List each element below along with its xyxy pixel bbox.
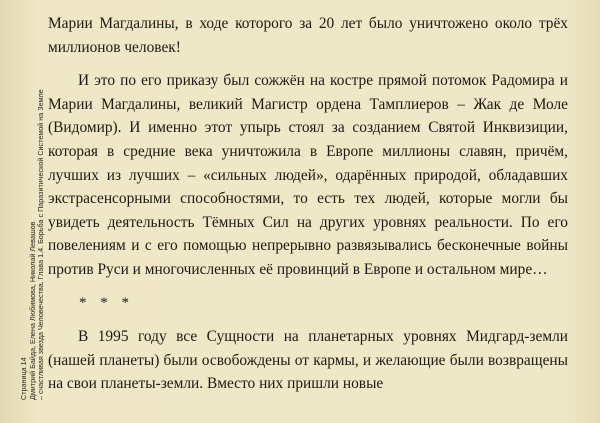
chapter-title: – счастливая звезда Человечества. Глава 1.4. Борьба с Паразитической Системой на Земле — [36, 89, 46, 400]
paragraph-gap — [48, 315, 568, 325]
sidebar-running-header — [20, 89, 46, 400]
page-number: Страница 14 — [19, 357, 28, 400]
page-sidebar — [0, 0, 46, 423]
section-separator: * * * — [79, 294, 134, 311]
paragraph-2: И это по его приказу был сожжён на костре прямой потомок Радомира и Марии Магдалины, великий Магистр ордена Тамплиеров – Жак де Моле (Видомир). И именно этот упырь стоял за созданием Святой Инквизиции, которая в средние века уничтожила в Европе миллионы славян, причём, лучших из лучших – «сильных людей», одарённых природой, обладавших экстрасенсорными способностями, то есть тех людей, которые могли бы увидеть деятельность Тёмных Сил на других уровнях реальности. По его повелениям и с его помощью непрерывно развязывались бесконечные войны против Руси и многочисленных её провинций в Европе и остальном мире… — [48, 72, 568, 278]
paragraph-gap — [48, 59, 568, 69]
page-body — [48, 12, 568, 396]
authors-line: Дмитрий Байда, Елена Любимова, Николай Левашов — [27, 221, 37, 400]
paragraph-gap — [48, 282, 568, 292]
paragraph-1: Марии Магдалины, в ходе которого за 20 лет было уничтожено около трёх миллионов человек! — [48, 15, 568, 56]
paragraph-3: В 1995 году все Сущности на планетарных уровнях Мидгард-земли (нашей планеты) были освобождены от кармы, и желающие были возвращены на свои планеты-земли. Вместо них пришли новые — [48, 328, 568, 393]
